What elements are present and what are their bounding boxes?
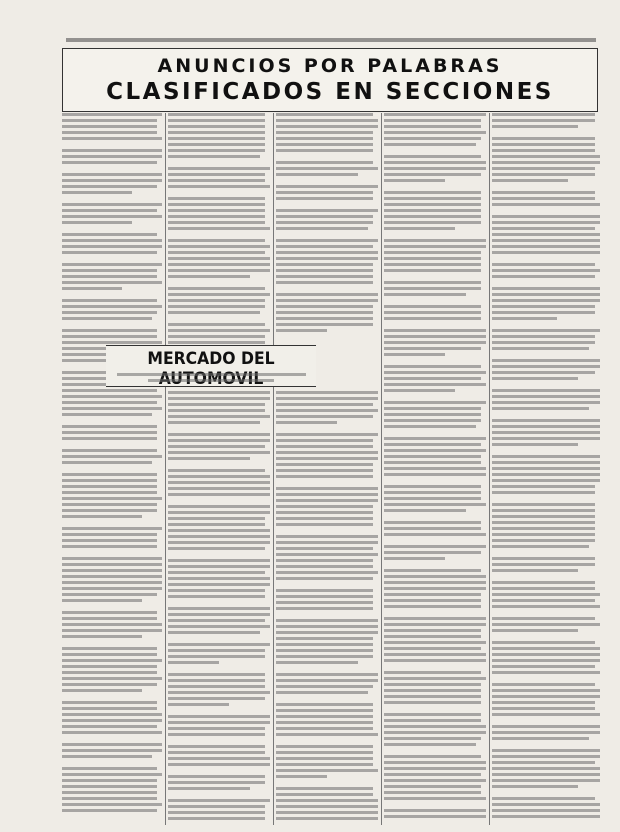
column-divider [381,113,382,825]
motor-market-header [106,345,316,387]
column-divider [489,113,490,825]
classified-banner [62,48,598,112]
column-3 [276,113,378,825]
banner-subtitle: CLASIFICADOS EN SECCIONES [106,79,554,105]
motor-market-title: MERCADO DEL [147,349,275,369]
banner-title: ANUNCIOS POR PALABRAS [157,55,503,77]
column-divider [165,113,166,825]
running-head [66,38,596,42]
column-2 [168,113,270,825]
column-1 [62,113,162,825]
column-divider [273,113,274,825]
motor-market-subtitle [106,370,316,380]
classified-columns [62,113,600,825]
column-4 [384,113,486,825]
column-5 [492,113,600,825]
